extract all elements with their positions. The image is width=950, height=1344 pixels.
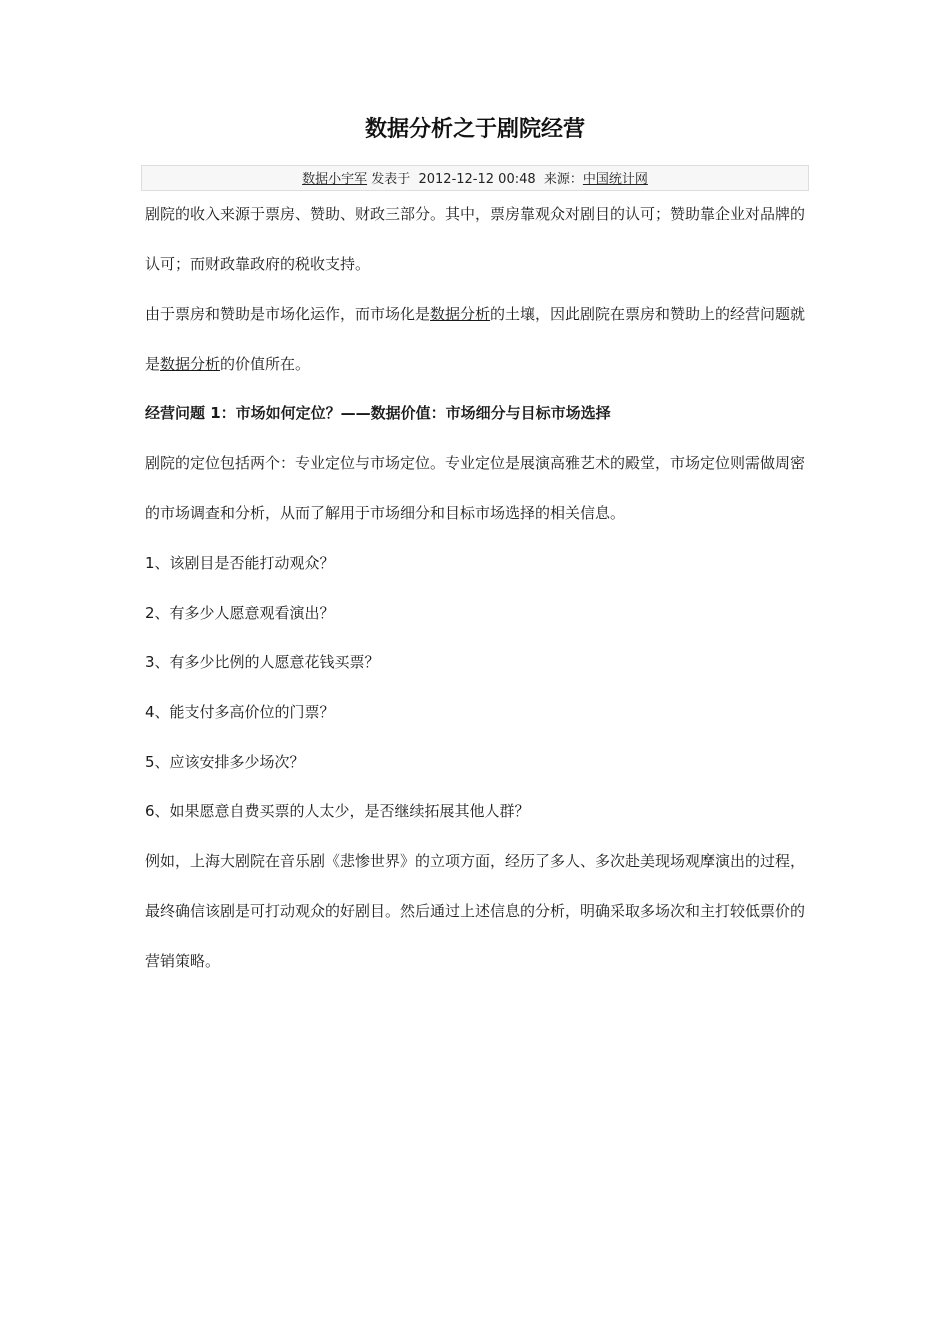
paragraph-2-text: 是 xyxy=(145,355,161,373)
article-title: 数据分析之于剧院经营 xyxy=(364,117,585,142)
question-item: 4、能支付多高价位的门票？ xyxy=(145,703,335,721)
paragraph-4-line-3: 营销策略。 xyxy=(145,952,221,970)
paragraph-1-line-1: 剧院的收入来源于票房、赞助、财政三部分。其中，票房靠观众对剧目的认可；赞助靠企业对品牌的 xyxy=(145,205,806,223)
data-analysis-link[interactable]: 数据分析 xyxy=(160,355,221,373)
question-item: 1、该剧目是否能打动观众？ xyxy=(145,554,335,572)
question-item: 2、有多少人愿意观看演出？ xyxy=(145,604,335,622)
question-item: 5、应该安排多少场次？ xyxy=(145,753,305,771)
post-date: 2012-12-12 00:48 xyxy=(418,172,536,187)
section-heading-1: 经营问题 1：市场如何定位？——数据价值：市场细分与目标市场选择 xyxy=(145,404,611,422)
question-item: 3、有多少比例的人愿意花钱买票？ xyxy=(145,653,380,671)
paragraph-2-line-1 xyxy=(145,303,815,325)
author-link[interactable]: 数据小宇军 xyxy=(302,172,368,187)
source-link[interactable]: 中国统计网 xyxy=(582,172,648,187)
paragraph-2-text: 的价值所在。 xyxy=(220,355,311,373)
source-label: 来源： xyxy=(535,172,583,187)
paragraph-2-text: 由于票房和赞助是市场化运作，而市场化是 xyxy=(145,305,431,323)
paragraph-2-text: 的土壤，因此剧院在票房和赞助上的经营问题就 xyxy=(490,305,806,323)
paragraph-4-line-2: 最终确信该剧是可打动观众的好剧目。然后通过上述信息的分析，明确采取多场次和主打较低票价的 xyxy=(145,902,806,920)
data-analysis-link[interactable]: 数据分析 xyxy=(430,305,491,323)
paragraph-4-line-1: 例如，上海大剧院在音乐剧《悲惨世界》的立项方面，经历了多人、多次赴美现场观摩演出的过程， xyxy=(145,852,806,870)
paragraph-3-line-2: 的市场调查和分析，从而了解用于市场细分和目标市场选择的相关信息。 xyxy=(145,504,626,522)
article-meta-bar xyxy=(141,165,809,191)
paragraph-2-line-2 xyxy=(145,353,815,375)
question-item: 6、如果愿意自费买票的人太少，是否继续拓展其他人群？ xyxy=(145,802,530,820)
paragraph-1-line-2: 认可；而财政靠政府的税收支持。 xyxy=(145,255,371,273)
posted-label: 发表于 xyxy=(367,172,419,187)
paragraph-3-line-1: 剧院的定位包括两个：专业定位与市场定位。专业定位是展演高雅艺术的殿堂，市场定位则需做周密 xyxy=(145,454,806,472)
